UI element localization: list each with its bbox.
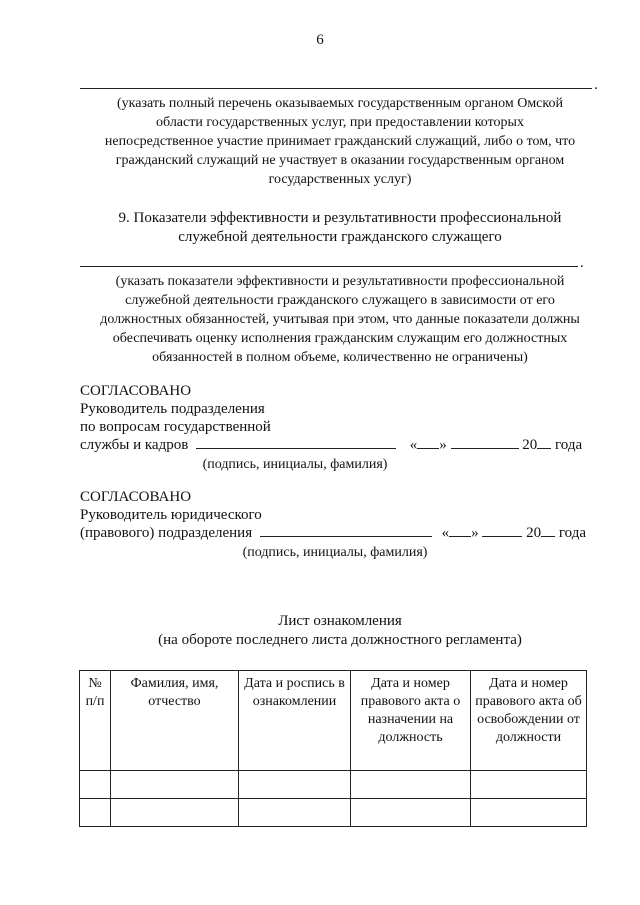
service-list-note (80, 94, 600, 189)
approval-title: СОГЛАСОВАНО (80, 383, 192, 399)
year-field[interactable] (541, 525, 555, 537)
signature-row (80, 436, 600, 454)
approval-legal-block (80, 488, 600, 542)
table-cell[interactable] (471, 799, 587, 827)
column-header-number: № п/п (80, 671, 111, 771)
table-cell[interactable] (111, 799, 239, 827)
quote-close: » (471, 525, 479, 541)
note-line: непосредственное участие принимает гражданский служащий, либо о том, что (104, 134, 576, 149)
note-line: обеспечивать оценку исполнения гражданским служащим его должностных (112, 331, 568, 346)
approval-hr-block (80, 382, 600, 454)
day-field[interactable] (449, 525, 471, 537)
note-line: (указать показатели эффективности и результативности профессиональной (115, 274, 565, 289)
acquaintance-title: Лист ознакомления (278, 613, 402, 629)
note-line: обязанностей в полном объеме, количественно не ограничены) (152, 350, 528, 365)
table-row (80, 799, 587, 827)
note-line: государственных услуг) (268, 172, 412, 187)
table-row (80, 771, 587, 799)
table-cell[interactable] (239, 771, 351, 799)
month-field[interactable] (482, 525, 522, 537)
approver-line: по вопросам государственной (80, 419, 271, 435)
day-field[interactable] (417, 437, 439, 449)
heading-line: 9. Показатели эффективности и результативности профессиональной (118, 210, 562, 226)
approver-line: (правового) подразделения (80, 525, 253, 541)
note-line: гражданский служащий не участвует в оказании государственным органом (115, 153, 565, 168)
page-number: 6 (316, 32, 324, 48)
approver-line: службы и кадров (80, 437, 189, 453)
note-line: служебной деятельности гражданского служащего в зависимости от его (125, 293, 555, 308)
table-header-row (80, 671, 587, 771)
quote-open: « (441, 525, 450, 541)
column-header-dismissal: Дата и номер правового акта об освобождении от должности (471, 671, 587, 771)
year-suffix: года (555, 437, 583, 453)
table-cell[interactable] (471, 771, 587, 799)
acquaintance-table (79, 670, 587, 827)
service-list-trailing-dot: . (594, 77, 598, 93)
signature-caption: (подпись, инициалы, фамилия) (202, 457, 388, 472)
note-line: (указать полный перечень оказываемых государственным органом Омской (117, 96, 563, 111)
column-header-name: Фамилия, имя, отчество (111, 671, 239, 771)
quote-close: » (439, 437, 447, 453)
indicators-trailing-dot: . (580, 255, 584, 271)
signature-caption: (подпись, инициалы, фамилия) (242, 545, 428, 560)
month-field[interactable] (451, 437, 519, 449)
signature-field[interactable] (196, 437, 396, 449)
year-prefix: 20 (526, 525, 542, 541)
table-cell[interactable] (80, 799, 111, 827)
signature-row (80, 524, 600, 542)
year-field[interactable] (537, 437, 551, 449)
note-line: области государственных услуг, при предоставлении которых (156, 115, 524, 130)
service-list-fill-line (80, 80, 592, 89)
table-cell[interactable] (111, 771, 239, 799)
table-cell[interactable] (239, 799, 351, 827)
indicators-note (80, 272, 600, 367)
approver-line: Руководитель подразделения (80, 401, 265, 417)
year-prefix: 20 (522, 437, 538, 453)
table-cell[interactable] (351, 771, 471, 799)
column-header-signature: Дата и роспись в ознакомлении (239, 671, 351, 771)
table-cell[interactable] (351, 799, 471, 827)
column-header-appointment: Дата и номер правового акта о назначении на должность (351, 671, 471, 771)
table-cell[interactable] (80, 771, 111, 799)
approval-title: СОГЛАСОВАНО (80, 489, 192, 505)
heading-line: служебной деятельности гражданского служащего (178, 229, 502, 245)
acquaintance-subtitle: (на обороте последнего листа должностного регламента) (158, 632, 522, 648)
quote-open: « (409, 437, 418, 453)
approver-line: Руководитель юридического (80, 507, 262, 523)
section-9-heading (80, 209, 600, 247)
year-suffix: года (558, 525, 586, 541)
note-line: должностных обязанностей, учитывая при этом, что данные показатели должны (100, 312, 580, 327)
indicators-fill-line (80, 258, 578, 267)
signature-field[interactable] (260, 525, 432, 537)
